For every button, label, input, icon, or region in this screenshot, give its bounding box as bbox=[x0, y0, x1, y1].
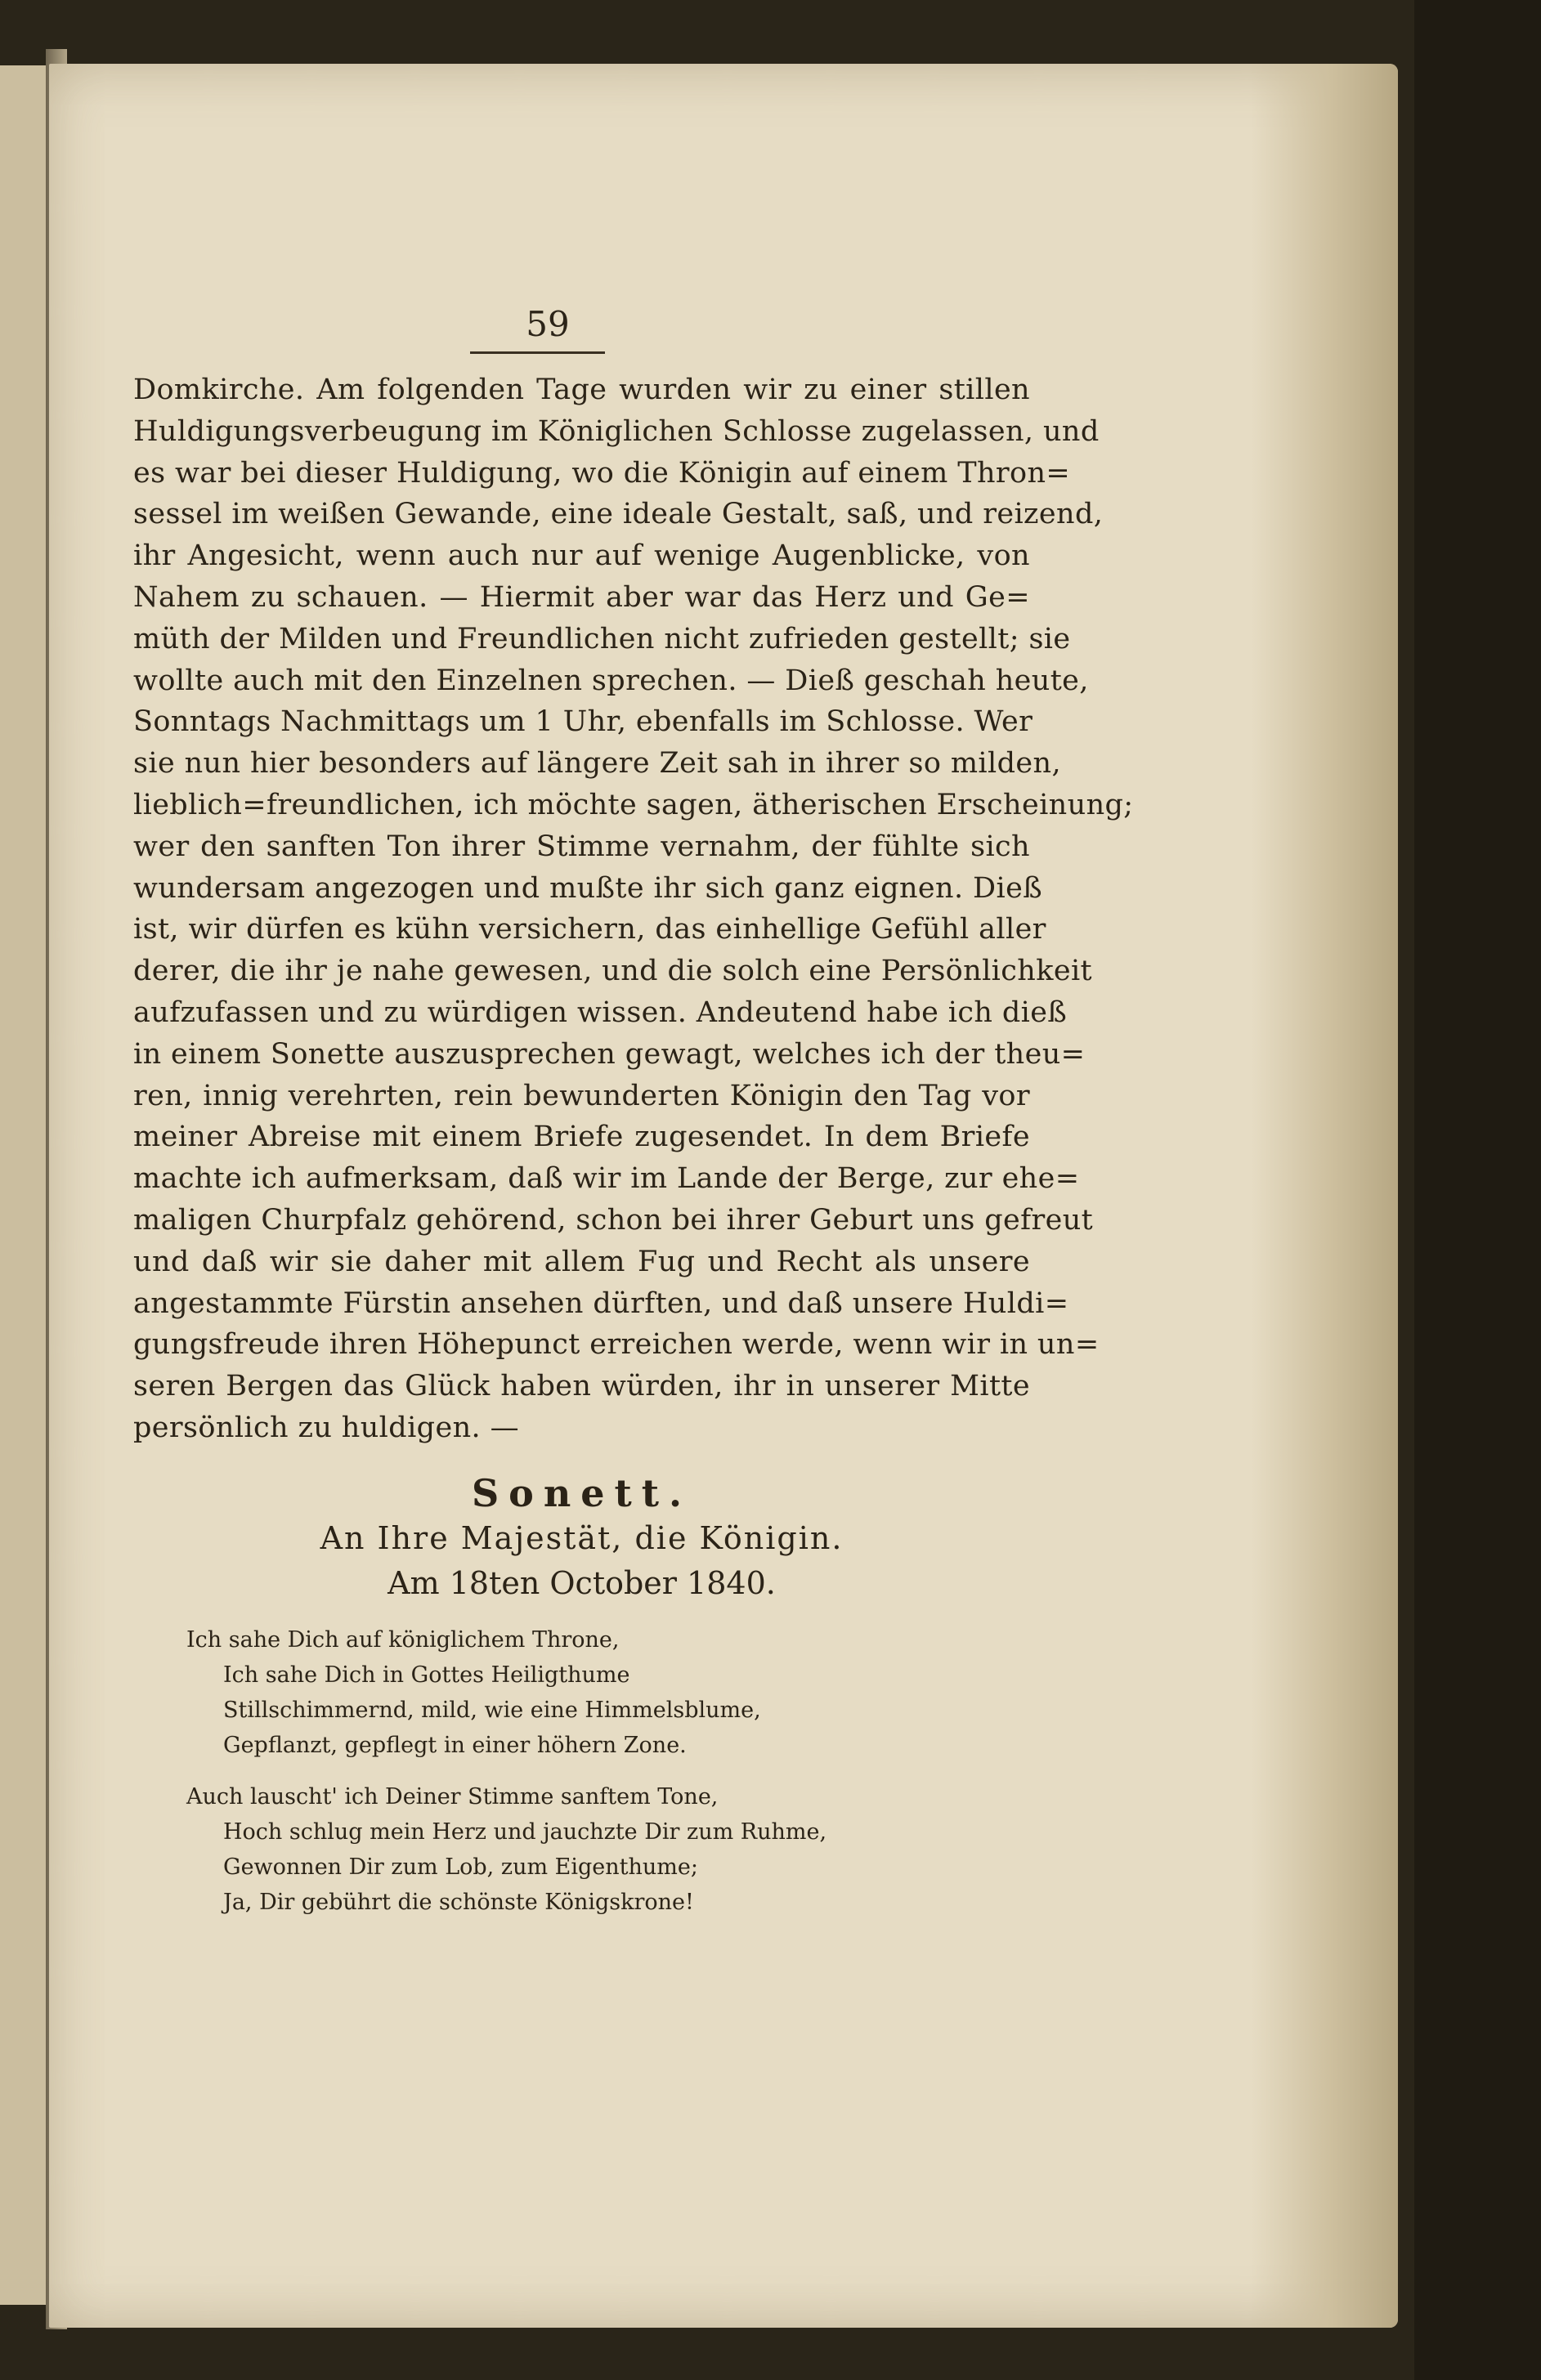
text-line: angestammte Fürstin ansehen dürften, und daß unsere Huldi= bbox=[133, 1286, 1069, 1320]
page-number-rule bbox=[470, 351, 605, 354]
text-line: sie nun hier besonders auf längere Zeit sah in ihrer so milden, bbox=[133, 747, 1061, 781]
facing-page-edge bbox=[0, 65, 47, 2305]
verse-line: Ich sahe Dich in Gottes Heiligthume bbox=[223, 1662, 630, 1688]
text-line: machte ich aufmerksam, daß wir im Lande der Berge, zur ehe= bbox=[133, 1162, 1080, 1196]
text-line: aufzufassen und zu würdigen wissen. Andeutend habe ich dieß bbox=[133, 995, 1068, 1029]
text-line: sessel im weißen Gewande, eine ideale Gestalt, saß, und reizend, bbox=[133, 498, 1104, 531]
stanza bbox=[186, 1779, 922, 1920]
text-line: maligen Churpfalz gehörend, schon bei ihrer Geburt uns gefreut bbox=[133, 1203, 1094, 1237]
page-number: 59 bbox=[526, 304, 570, 344]
text-line: Huldigungsverbeugung im Königlichen Schlosse zugelassen, und bbox=[133, 414, 1100, 448]
leaf-right-edge bbox=[1251, 64, 1398, 2328]
text-line: es war bei dieser Huldigung, wo die Königin auf einem Thron= bbox=[133, 456, 1071, 490]
text-line: derer, die ihr je nahe gewesen, und die solch eine Persönlichkeit bbox=[133, 955, 1093, 988]
text-line: Sonntags Nachmittags um 1 Uhr, ebenfalls im Schlosse. Wer bbox=[133, 705, 1033, 739]
verse-line: Ich sahe Dich auf königlichem Throne, bbox=[186, 1627, 620, 1653]
verse-line: Hoch schlug mein Herz und jauchzte Dir zum Ruhme, bbox=[223, 1819, 827, 1845]
text-line: ist, wir dürfen es kühn versichern, das einhellige Gefühl aller bbox=[133, 913, 1046, 946]
stanza bbox=[186, 1622, 922, 1763]
verse-line: Gewonnen Dir zum Lob, zum Eigenthume; bbox=[223, 1854, 698, 1880]
scanner-background bbox=[1414, 0, 1541, 2380]
sonnet-date: Am 18ten October 1840. bbox=[387, 1565, 776, 1601]
verse-line: Stillschimmernd, mild, wie eine Himmelsblume, bbox=[223, 1698, 761, 1723]
text-line: müth der Milden und Freundlichen nicht zufrieden gestellt; sie bbox=[133, 622, 1071, 655]
text-line: und daß wir sie daher mit allem Fug und Recht als unsere bbox=[133, 1245, 1030, 1278]
verse-line: Ja, Dir gebührt die schönste Königskrone! bbox=[223, 1890, 694, 1915]
body-paragraph bbox=[133, 369, 1134, 1449]
verse-line: Gepflanzt, gepflegt in einer höhern Zone. bbox=[223, 1733, 687, 1758]
text-line: meiner Abreise mit einem Briefe zugesendet. In dem Briefe bbox=[133, 1121, 1030, 1154]
verse-line: Auch lauscht' ich Deiner Stimme sanftem Tone, bbox=[186, 1784, 719, 1810]
text-line: wundersam angezogen und mußte ihr sich ganz eignen. Dieß bbox=[133, 871, 1042, 905]
sonnet-dedication: An Ihre Majestät, die Königin. bbox=[320, 1520, 844, 1556]
text-line: Domkirche. Am folgenden Tage wurden wir zu einer stillen bbox=[133, 374, 1030, 406]
text-line: wer den sanften Ton ihrer Stimme vernahm, der fühlte sich bbox=[133, 830, 1030, 863]
text-line: seren Bergen das Glück haben würden, ihr in unserer Mitte bbox=[133, 1370, 1030, 1403]
text-line: ren, innig verehrten, rein bewunderten Königin den Tag vor bbox=[133, 1079, 1030, 1112]
sonnet-body bbox=[186, 1622, 922, 1936]
text-line: Nahem zu schauen. — Hiermit aber war das Herz und Ge= bbox=[133, 580, 1030, 614]
sonnet-title: Sonett. bbox=[471, 1471, 692, 1515]
text-line: wollte auch mit den Einzelnen sprechen. — Dieß geschah heute, bbox=[133, 664, 1089, 697]
text-line: gungsfreude ihren Höhepunct erreichen werde, wenn wir in un= bbox=[133, 1328, 1100, 1362]
text-line: lieblich=freundlichen, ich möchte sagen, ätherischen Erscheinung; bbox=[133, 788, 1134, 821]
text-line: in einem Sonette auszusprechen gewagt, welches ich der theu= bbox=[133, 1037, 1086, 1071]
text-line: ihr Angesicht, wenn auch nur auf wenige Augenblicke, von bbox=[133, 539, 1030, 573]
text-line: persönlich zu huldigen. — bbox=[133, 1411, 519, 1444]
